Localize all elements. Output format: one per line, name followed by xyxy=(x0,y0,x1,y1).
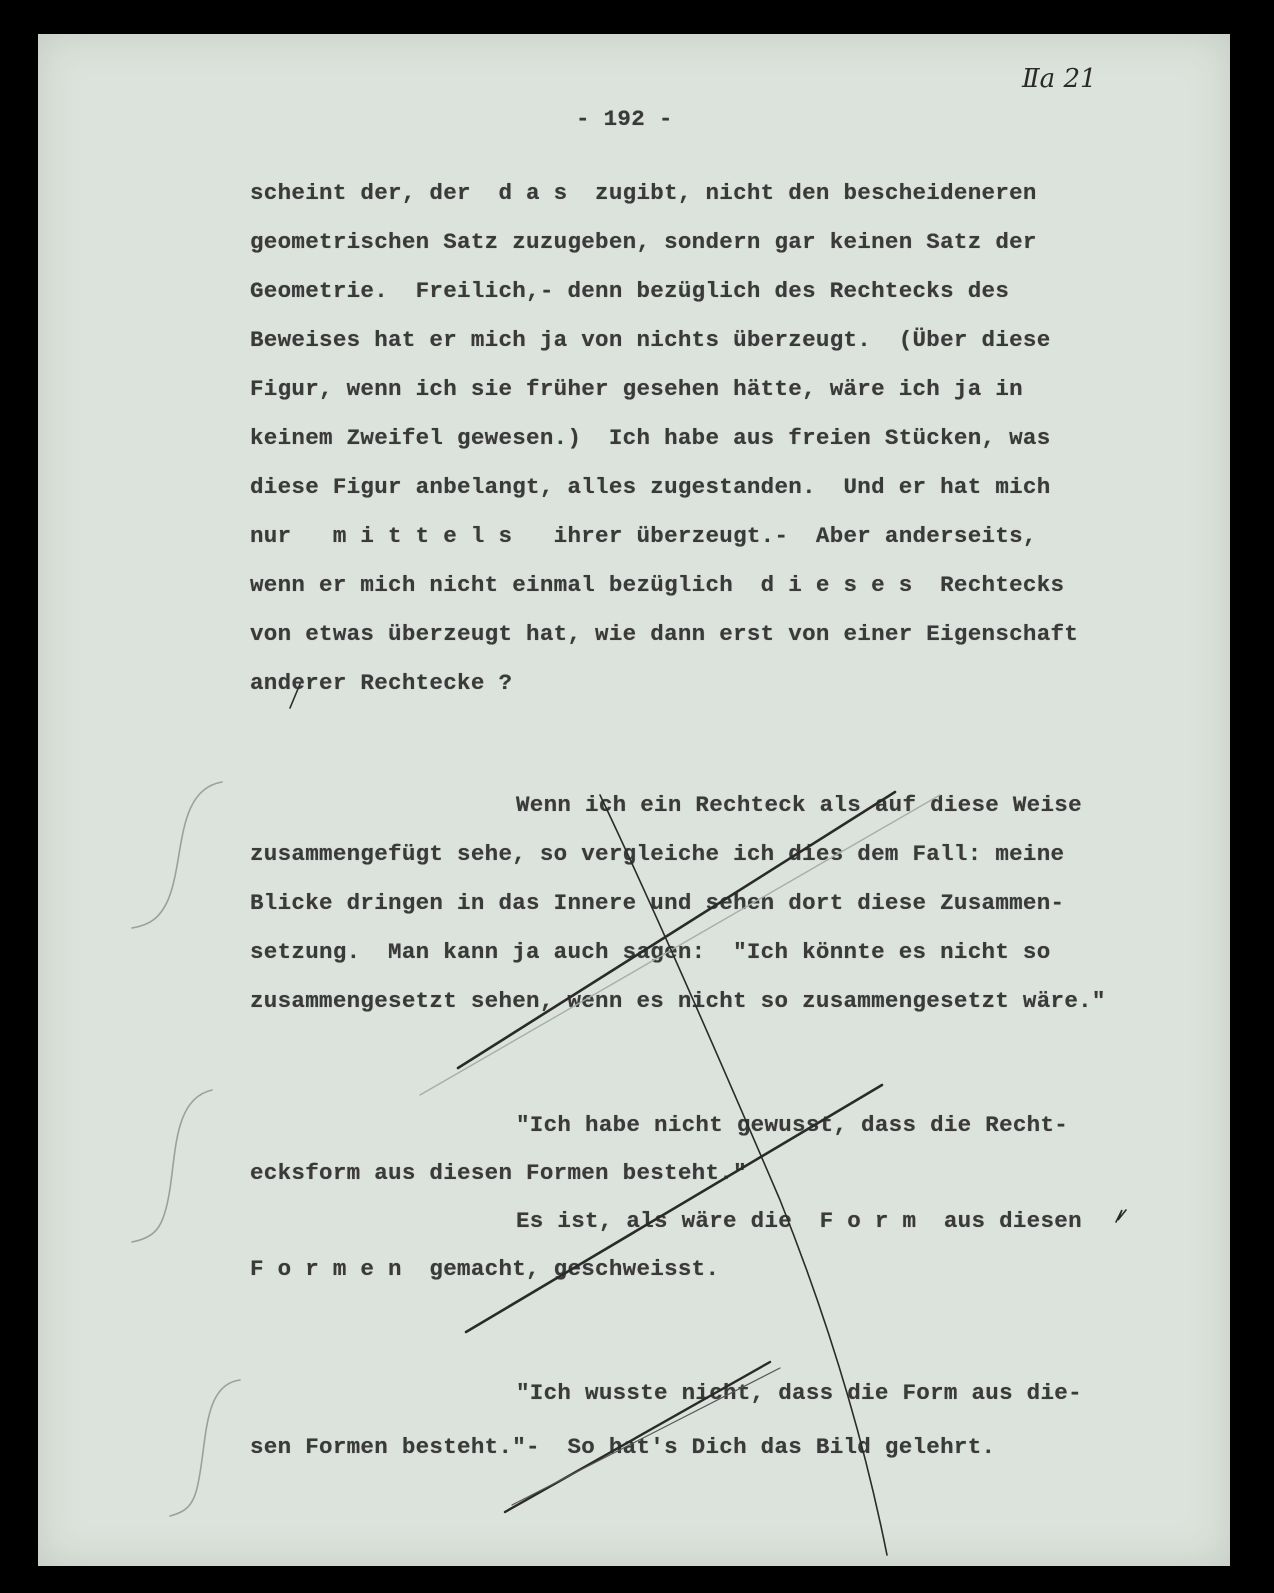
text-line: "Ich habe nicht gewusst, dass die Recht- xyxy=(516,1112,1069,1138)
text-line: keinem Zweifel gewesen.) Ich habe aus freien Stücken, was xyxy=(250,425,1051,451)
text-line: anderer Rechtecke ? xyxy=(250,670,513,696)
text-line: Beweises hat er mich ja von nichts überzeugt. (Über diese xyxy=(250,327,1051,353)
text-line: zusammengesetzt sehen, wenn es nicht so zusammengesetzt wäre." xyxy=(250,988,1106,1014)
text-line: sen Formen besteht."- So hat's Dich das Bild gelehrt. xyxy=(250,1434,996,1460)
text-line: diese Figur anbelangt, alles zugestanden. Und er hat mich xyxy=(250,474,1051,500)
text-line: Figur, wenn ich sie früher gesehen hätte, wäre ich ja in xyxy=(250,376,1023,402)
text-line: zusammengefügt sehe, so vergleiche ich dies dem Fall: meine xyxy=(250,841,1065,867)
text-line: von etwas überzeugt hat, wie dann erst von einer Eigenschaft xyxy=(250,621,1079,647)
text-line: "Ich wusste nicht, dass die Form aus die- xyxy=(516,1380,1082,1406)
text-line: geometrischen Satz zuzugeben, sondern gar keinen Satz der xyxy=(250,229,1037,255)
text-line: Geometrie. Freilich,- denn bezüglich des Rechtecks des xyxy=(250,278,1010,304)
text-line: wenn er mich nicht einmal bezüglich d i e s e s Rechtecks xyxy=(250,572,1065,598)
archive-reference: Ⅱa 21 xyxy=(1022,64,1097,94)
text-line: nur m i t t e l s ihrer überzeugt.- Aber anderseits, xyxy=(250,523,1037,549)
text-line: scheint der, der d a s zugibt, nicht den bescheideneren xyxy=(250,180,1037,206)
text-line: Es ist, als wäre die F o r m aus diesen xyxy=(516,1208,1082,1234)
text-line: Wenn ich ein Rechteck als auf diese Weise xyxy=(516,792,1082,818)
text-line: setzung. Man kann ja auch sagen: "Ich könnte es nicht so xyxy=(250,939,1051,965)
text-line: ecksform aus diesen Formen besteht." xyxy=(250,1160,747,1186)
page-number: - 192 - xyxy=(576,106,673,132)
text-line: Blicke dringen in das Innere und sehen dort diese Zusammen- xyxy=(250,890,1065,916)
text-line: F o r m e n gemacht, geschweisst. xyxy=(250,1256,720,1282)
